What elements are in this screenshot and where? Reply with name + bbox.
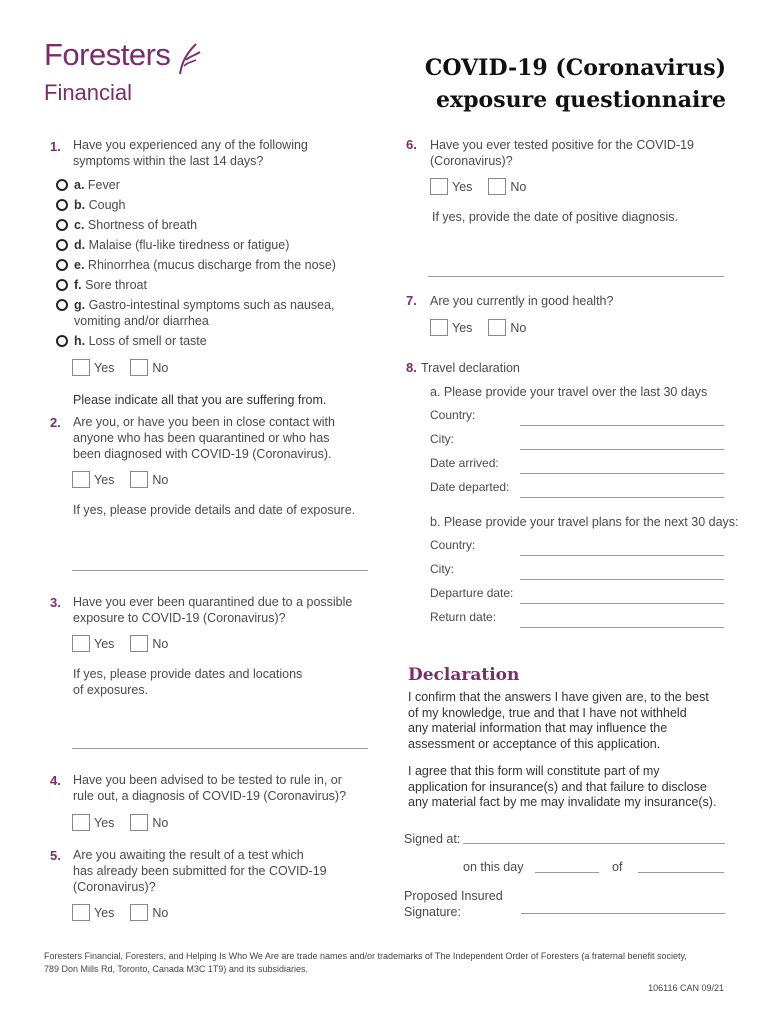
radio-circle-icon[interactable] <box>56 199 68 211</box>
q8a-city-label: City: <box>430 432 454 446</box>
leaf-icon <box>176 42 202 76</box>
q8a-country-label: Country: <box>430 408 476 422</box>
option-d[interactable]: d. Malaise (flu-like tiredness or fatigue) <box>56 237 336 257</box>
of-label: of <box>612 860 623 874</box>
q7-number: 7. <box>406 293 417 308</box>
option-f[interactable]: f. Sore throat <box>56 277 336 297</box>
q7-text: Are you currently in good health? <box>430 294 614 308</box>
q5-yes-no: Yes No <box>72 904 168 921</box>
logo-wordmark: Foresters <box>44 37 171 72</box>
q8a-departed-label: Date departed: <box>430 480 510 494</box>
yes-checkbox[interactable] <box>72 814 90 831</box>
q1-yes-no: Yes No <box>72 359 168 376</box>
signed-at-line[interactable] <box>463 843 725 844</box>
q8b-country-line[interactable] <box>520 555 724 556</box>
q2-followup: If yes, please provide details and date of exposure. <box>73 503 356 517</box>
option-a[interactable]: a. Fever <box>56 177 336 197</box>
signed-at-label: Signed at: <box>404 832 461 846</box>
q6-text: Have you ever tested positive for the COVID-19 (Coronavirus)? <box>430 138 695 168</box>
q1-number: 1. <box>50 139 61 154</box>
q3-answer-line[interactable] <box>72 748 368 749</box>
page-title: COVID-19 (Coronavirus) exposure questionnaire <box>424 55 726 113</box>
yes-checkbox[interactable] <box>72 904 90 921</box>
q4-yes-no: Yes No <box>72 814 168 831</box>
option-c[interactable]: c. Shortness of breath <box>56 217 336 237</box>
yes-checkbox[interactable] <box>72 635 90 652</box>
footer-legal: Foresters Financial, Foresters, and Helping Is Who We Are are trade names and/or trademarks of The Independent Order of Foresters (a fraternal benefit society, 789 Don Mills Rd, Toronto, Canada M3C 1T9) and its subsidiaries. <box>44 951 687 974</box>
yes-checkbox[interactable] <box>72 471 90 488</box>
q4-text: Have you been advised to be tested to rule in, or rule out, a diagnosis of COVID-19 (Coronavirus)? <box>73 773 347 803</box>
q8b-departure-label: Departure date: <box>430 586 514 600</box>
q3-yes-no: Yes No <box>72 635 168 652</box>
q6-number: 6. <box>406 137 417 152</box>
month-year-line[interactable] <box>638 872 724 873</box>
q6-answer-line[interactable] <box>428 276 724 277</box>
q8b-return-label: Return date: <box>430 610 497 624</box>
q1-note: Please indicate all that you are suffering from. <box>73 393 327 407</box>
q8b-city-line[interactable] <box>520 579 724 580</box>
option-e[interactable]: e. Rhinorrhea (mucus discharge from the nose) <box>56 257 336 277</box>
q5-number: 5. <box>50 848 61 863</box>
no-checkbox[interactable] <box>130 635 148 652</box>
option-h[interactable]: h. Loss of smell or taste <box>56 333 336 353</box>
q8-number: 8. <box>406 360 417 375</box>
q1-text: Have you experienced any of the following symptoms within the last 14 days? <box>73 138 308 168</box>
q3-text: Have you ever been quarantined due to a possible exposure to COVID-19 (Coronavirus)? <box>73 595 353 625</box>
q3-number: 3. <box>50 595 61 610</box>
q2-text: Are you, or have you been in close contact with anyone who has been quarantined or who has been diagnosed with COVID-19 (Coronavirus). <box>73 415 335 461</box>
form-code: 106116 CAN 09/21 <box>648 983 724 993</box>
q8b-return-line[interactable] <box>520 627 724 628</box>
signature-label: Proposed Insured Signature: <box>404 889 503 919</box>
q6-followup: If yes, provide the date of positive diagnosis. <box>432 210 678 224</box>
yes-checkbox[interactable] <box>72 359 90 376</box>
q3-followup: If yes, please provide dates and locations of exposures. <box>73 667 303 697</box>
no-checkbox[interactable] <box>130 814 148 831</box>
logo-subtitle: Financial <box>44 80 133 105</box>
q2-yes-no: Yes No <box>72 471 168 488</box>
no-checkbox[interactable] <box>488 319 506 336</box>
q8b-text: b. Please provide your travel plans for the next 30 days: <box>430 515 739 529</box>
yes-checkbox[interactable] <box>430 178 448 195</box>
option-g[interactable]: g. Gastro-intestinal symptoms such as nausea, vomiting and/or diarrhea <box>56 297 336 333</box>
no-checkbox[interactable] <box>130 359 148 376</box>
radio-circle-icon[interactable] <box>56 299 68 311</box>
q5-text: Are you awaiting the result of a test which has already been submitted for the COVID-19 (Coronavirus)? <box>73 848 327 894</box>
radio-circle-icon[interactable] <box>56 239 68 251</box>
q2-number: 2. <box>50 415 61 430</box>
radio-circle-icon[interactable] <box>56 259 68 271</box>
q8a-arrived-label: Date arrived: <box>430 456 499 470</box>
radio-circle-icon[interactable] <box>56 279 68 291</box>
radio-circle-icon[interactable] <box>56 335 68 347</box>
q2-answer-line[interactable] <box>72 570 368 571</box>
day-line[interactable] <box>535 872 599 873</box>
radio-circle-icon[interactable] <box>56 179 68 191</box>
declaration-heading: Declaration <box>408 665 520 685</box>
yes-checkbox[interactable] <box>430 319 448 336</box>
declaration-paragraph-1: I confirm that the answers I have given are, to the best of my knowledge, true and that I have not withheld any material information that may influence the assessment or acceptance of this application. <box>408 690 709 751</box>
signature-line[interactable] <box>521 913 725 914</box>
q8a-country-line[interactable] <box>520 425 724 426</box>
q1-options <box>56 177 336 353</box>
declaration-paragraph-2: I agree that this form will constitute part of my application for insurance(s) and that failure to disclose any material fact by me may invalidate my insurance(s). <box>408 764 717 809</box>
q8a-arrived-line[interactable] <box>520 473 724 474</box>
no-checkbox[interactable] <box>488 178 506 195</box>
q8b-country-label: Country: <box>430 538 476 552</box>
q8a-city-line[interactable] <box>520 449 724 450</box>
on-this-day-label: on this day <box>463 860 524 874</box>
q8b-departure-line[interactable] <box>520 603 724 604</box>
radio-circle-icon[interactable] <box>56 219 68 231</box>
no-checkbox[interactable] <box>130 904 148 921</box>
q8a-text: a. Please provide your travel over the last 30 days <box>430 385 708 399</box>
q7-yes-no: Yes No <box>430 319 526 336</box>
q4-number: 4. <box>50 773 61 788</box>
q8b-city-label: City: <box>430 562 454 576</box>
option-b[interactable]: b. Cough <box>56 197 336 217</box>
q8a-departed-line[interactable] <box>520 497 724 498</box>
q6-yes-no: Yes No <box>430 178 526 195</box>
no-checkbox[interactable] <box>130 471 148 488</box>
q8-text: Travel declaration <box>421 361 520 375</box>
